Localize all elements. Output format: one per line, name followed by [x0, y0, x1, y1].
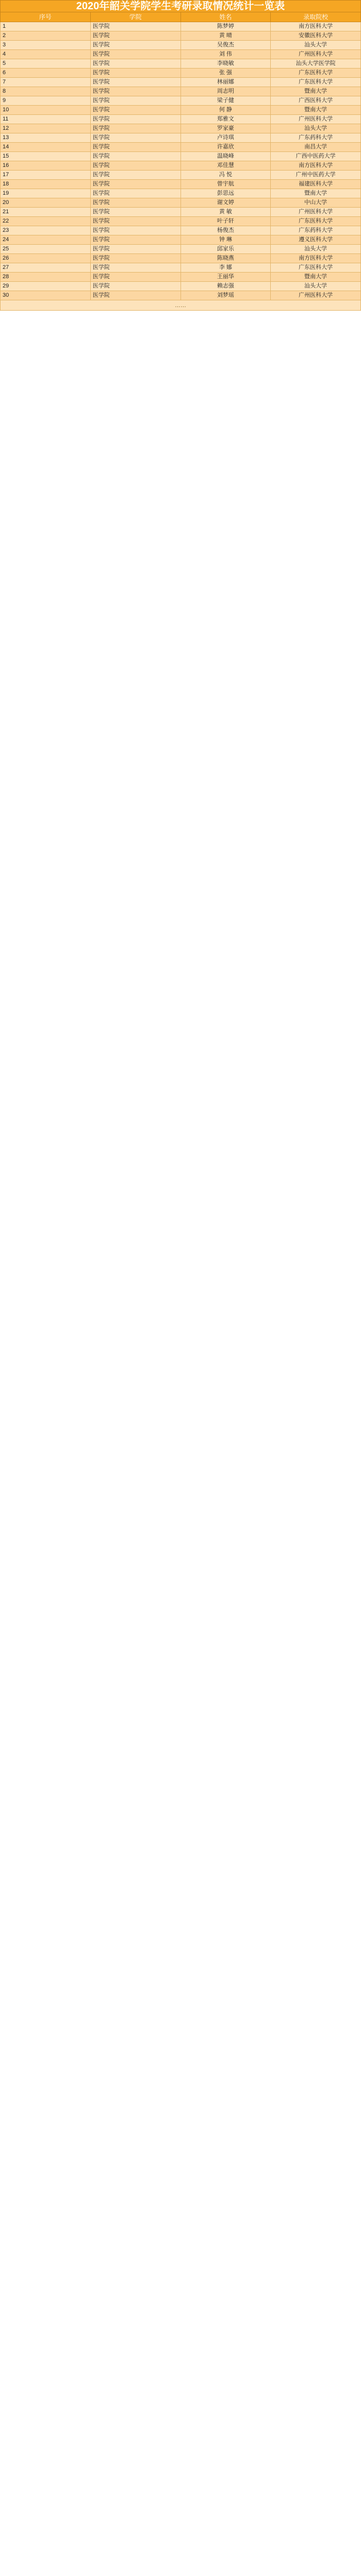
row-destination: 广西中医药大学 [271, 152, 361, 161]
row-college: 医学院 [90, 50, 180, 59]
row-destination: 汕头大学医学院 [271, 59, 361, 69]
row-destination: 福建医科大学 [271, 180, 361, 189]
row-no: 29 [1, 282, 91, 291]
row-college: 医学院 [90, 96, 180, 106]
row-no: 6 [1, 69, 91, 78]
row-student-name: 刘 伟 [180, 50, 271, 59]
row-college: 医学院 [90, 143, 180, 152]
row-destination: 中山大学 [271, 198, 361, 208]
row-no: 16 [1, 161, 91, 171]
row-student-name: 陈晓燕 [180, 254, 271, 263]
row-no: 24 [1, 235, 91, 245]
row-destination: 南方医科大学 [271, 161, 361, 171]
row-student-name: 周志明 [180, 87, 271, 96]
table-row [1, 143, 361, 152]
row-college: 医学院 [90, 282, 180, 291]
table-row [1, 41, 361, 50]
col-header-college: 学院 [90, 12, 180, 22]
row-college: 医学院 [90, 59, 180, 69]
row-no: 8 [1, 87, 91, 96]
table-row [1, 189, 361, 198]
table-row [1, 171, 361, 180]
table-row [1, 124, 361, 133]
row-destination: 广东医科大学 [271, 69, 361, 78]
row-no: 12 [1, 124, 91, 133]
table-row [1, 245, 361, 254]
row-college: 医学院 [90, 87, 180, 96]
table-row [1, 263, 361, 273]
row-student-name: 彭思远 [180, 189, 271, 198]
row-college: 医学院 [90, 133, 180, 143]
table-row [1, 161, 361, 171]
row-destination: 汕头大学 [271, 41, 361, 50]
row-destination: 南方医科大学 [271, 254, 361, 263]
row-student-name: 曾宇航 [180, 180, 271, 189]
row-destination: 汕头大学 [271, 124, 361, 133]
row-no: 10 [1, 106, 91, 115]
row-no: 11 [1, 115, 91, 124]
row-student-name: 杨俊杰 [180, 226, 271, 235]
row-student-name: 罗家豪 [180, 124, 271, 133]
row-no: 22 [1, 217, 91, 226]
row-student-name: 陈梦婷 [180, 22, 271, 31]
row-no: 23 [1, 226, 91, 235]
row-no: 28 [1, 273, 91, 282]
row-student-name: 邓佳慧 [180, 161, 271, 171]
row-no: 14 [1, 143, 91, 152]
row-no: 18 [1, 180, 91, 189]
row-college: 医学院 [90, 198, 180, 208]
row-college: 医学院 [90, 41, 180, 50]
table-row [1, 87, 361, 96]
row-destination: 暨南大学 [271, 87, 361, 96]
col-header-no: 序号 [1, 12, 91, 22]
row-college: 医学院 [90, 217, 180, 226]
row-destination: 广东药科大学 [271, 226, 361, 235]
row-student-name: 林丽娜 [180, 78, 271, 87]
row-destination: 安徽医科大学 [271, 31, 361, 41]
row-destination: 广东药科大学 [271, 133, 361, 143]
row-no: 17 [1, 171, 91, 180]
sheet-title: 2020年韶关学院学生考研录取情况统计一览表 [1, 1, 361, 12]
row-no: 26 [1, 254, 91, 263]
row-college: 医学院 [90, 69, 180, 78]
row-student-name: 邱家乐 [180, 245, 271, 254]
title-row [1, 1, 361, 12]
row-destination: 暨南大学 [271, 273, 361, 282]
header-row [1, 12, 361, 22]
row-destination: 广东医科大学 [271, 78, 361, 87]
row-no: 4 [1, 50, 91, 59]
row-college: 医学院 [90, 152, 180, 161]
row-student-name: 李晓敏 [180, 59, 271, 69]
row-student-name: 叶子轩 [180, 217, 271, 226]
table-row [1, 50, 361, 59]
row-college: 医学院 [90, 226, 180, 235]
row-destination: 广州医科大学 [271, 50, 361, 59]
table-row [1, 282, 361, 291]
row-no: 25 [1, 245, 91, 254]
row-college: 医学院 [90, 180, 180, 189]
row-college: 医学院 [90, 171, 180, 180]
row-student-name: 郑雅文 [180, 115, 271, 124]
row-college: 医学院 [90, 189, 180, 198]
row-no: 19 [1, 189, 91, 198]
row-student-name: 卢诗琪 [180, 133, 271, 143]
row-college: 医学院 [90, 208, 180, 217]
table-row [1, 133, 361, 143]
row-destination: 广西医科大学 [271, 96, 361, 106]
row-no: 15 [1, 152, 91, 161]
row-student-name: 吴俊杰 [180, 41, 271, 50]
row-student-name: 钟 琳 [180, 235, 271, 245]
row-destination: 广州医科大学 [271, 208, 361, 217]
row-student-name: 黄 敏 [180, 208, 271, 217]
table-row [1, 115, 361, 124]
row-student-name: 冯 悦 [180, 171, 271, 180]
admission-table [0, 0, 361, 311]
row-student-name: 张 强 [180, 69, 271, 78]
row-college: 医学院 [90, 22, 180, 31]
row-destination: 汕头大学 [271, 245, 361, 254]
table-row [1, 273, 361, 282]
table-row [1, 217, 361, 226]
row-no: 13 [1, 133, 91, 143]
row-student-name: 刘梦瑶 [180, 291, 271, 300]
row-destination: 广东医科大学 [271, 263, 361, 273]
table-row [1, 59, 361, 69]
row-destination: 南方医科大学 [271, 22, 361, 31]
row-no: 3 [1, 41, 91, 50]
row-student-name: 谢文婷 [180, 198, 271, 208]
col-header-destination: 录取院校 [271, 12, 361, 22]
row-student-name: 王丽华 [180, 273, 271, 282]
row-no: 1 [1, 22, 91, 31]
row-college: 医学院 [90, 291, 180, 300]
continuation-row [1, 300, 361, 311]
row-no: 5 [1, 59, 91, 69]
table-row [1, 69, 361, 78]
row-destination: 暨南大学 [271, 189, 361, 198]
continuation-note: …… [1, 300, 361, 311]
table-row [1, 96, 361, 106]
table-row [1, 152, 361, 161]
row-college: 医学院 [90, 273, 180, 282]
row-college: 医学院 [90, 235, 180, 245]
row-student-name: 温晓峰 [180, 152, 271, 161]
row-destination: 广州中医药大学 [271, 171, 361, 180]
row-no: 20 [1, 198, 91, 208]
table-row [1, 235, 361, 245]
row-college: 医学院 [90, 78, 180, 87]
row-destination: 广东医科大学 [271, 217, 361, 226]
row-destination: 汕头大学 [271, 282, 361, 291]
row-college: 医学院 [90, 115, 180, 124]
row-college: 医学院 [90, 245, 180, 254]
row-student-name: 黄 晴 [180, 31, 271, 41]
row-college: 医学院 [90, 254, 180, 263]
row-no: 30 [1, 291, 91, 300]
row-destination: 广州医科大学 [271, 115, 361, 124]
table-row [1, 31, 361, 41]
row-no: 27 [1, 263, 91, 273]
row-student-name: 何 静 [180, 106, 271, 115]
table-row [1, 291, 361, 300]
row-college: 医学院 [90, 124, 180, 133]
row-destination: 遵义医科大学 [271, 235, 361, 245]
row-college: 医学院 [90, 161, 180, 171]
row-student-name: 赖志强 [180, 282, 271, 291]
table-row [1, 226, 361, 235]
table-row [1, 180, 361, 189]
row-college: 医学院 [90, 106, 180, 115]
table-row [1, 198, 361, 208]
row-college: 医学院 [90, 31, 180, 41]
table-row [1, 78, 361, 87]
row-destination: 南昌大学 [271, 143, 361, 152]
row-destination: 广州医科大学 [271, 291, 361, 300]
table-row [1, 106, 361, 115]
col-header-name: 姓名 [180, 12, 271, 22]
row-no: 2 [1, 31, 91, 41]
row-student-name: 李 娜 [180, 263, 271, 273]
row-college: 医学院 [90, 263, 180, 273]
row-student-name: 许嘉欣 [180, 143, 271, 152]
row-student-name: 梁子健 [180, 96, 271, 106]
table-row [1, 254, 361, 263]
row-no: 9 [1, 96, 91, 106]
row-no: 21 [1, 208, 91, 217]
row-destination: 暨南大学 [271, 106, 361, 115]
table-row [1, 22, 361, 31]
table-row [1, 208, 361, 217]
row-no: 7 [1, 78, 91, 87]
